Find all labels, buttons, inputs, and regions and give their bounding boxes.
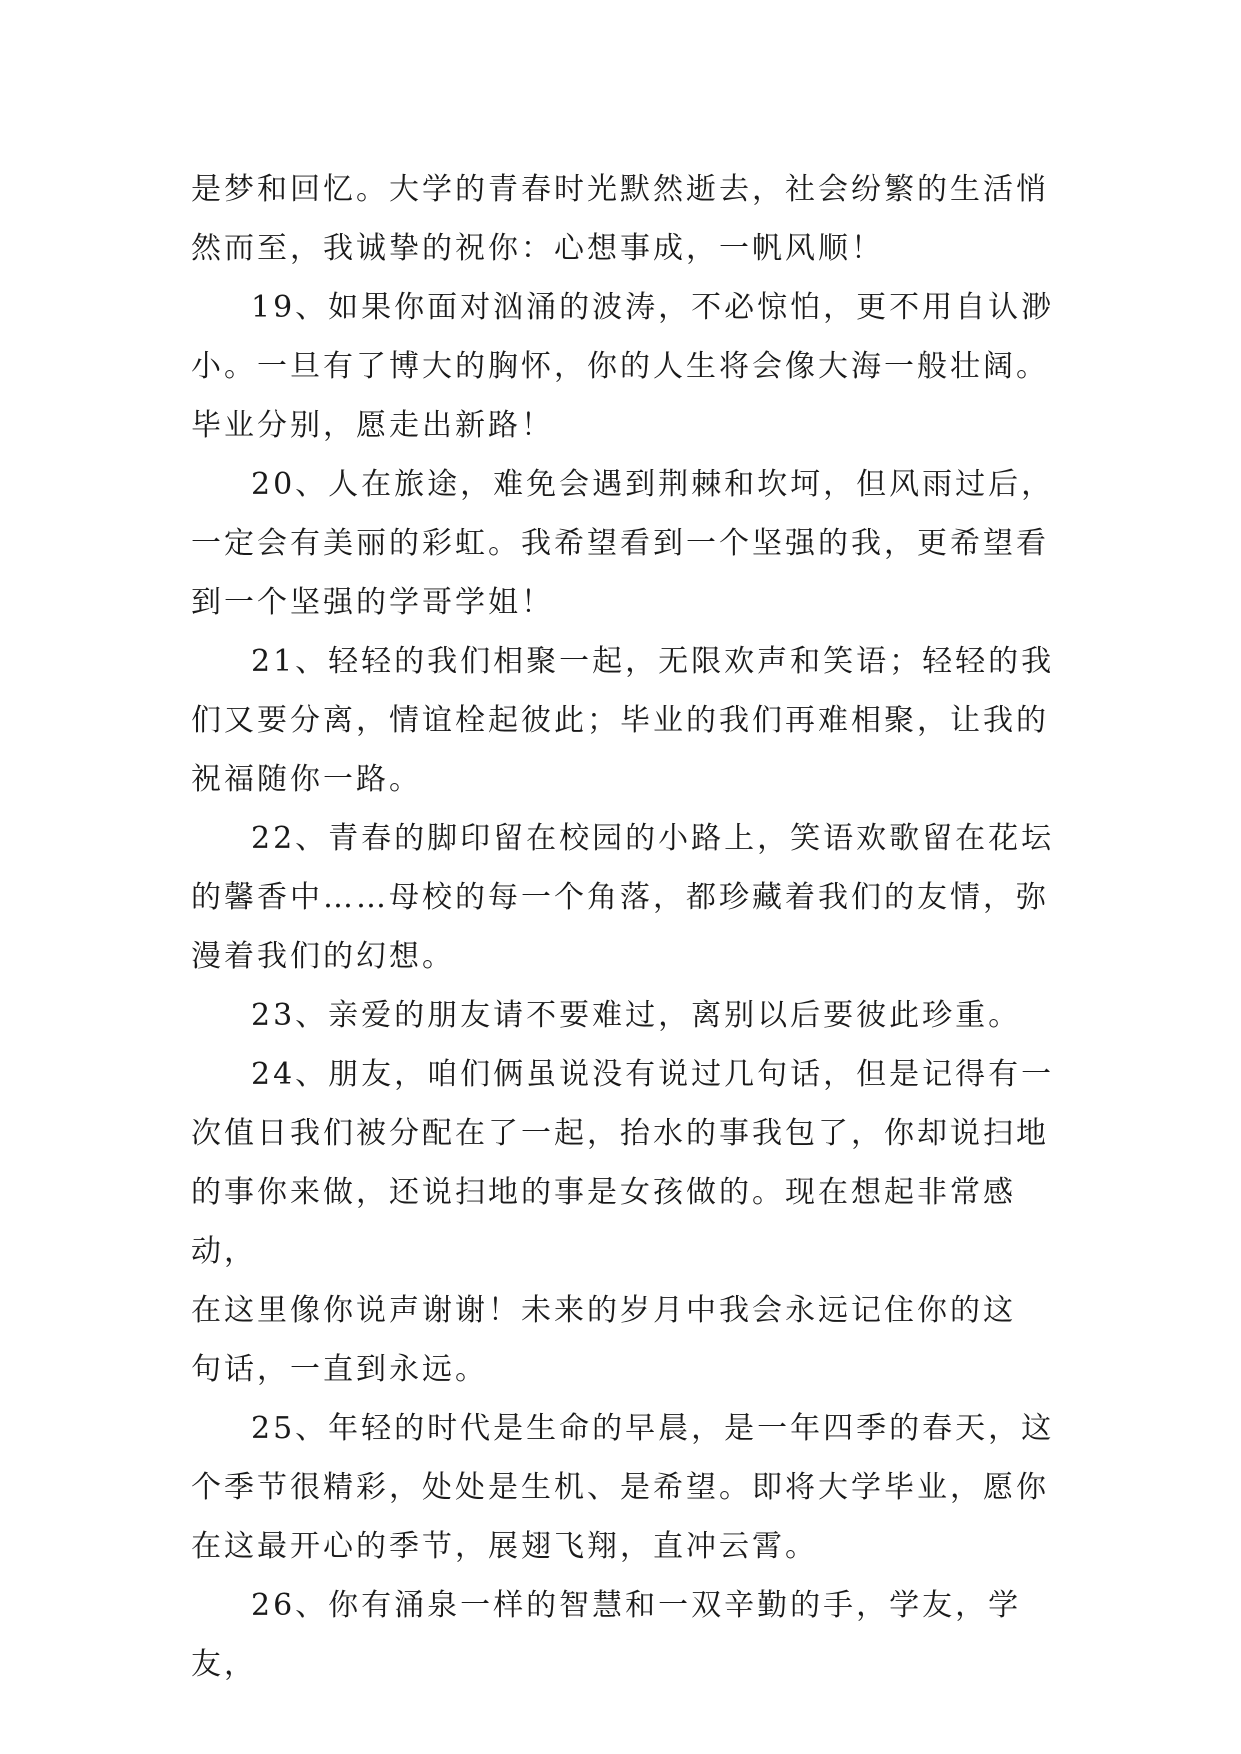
paragraph: 21、轻轻的我们相聚一起，无限欢声和笑语；轻轻的我 们又要分离，情谊栓起彼此；毕业的我们再难相聚，让我的 祝福随你一路。 bbox=[191, 644, 1055, 797]
paragraph: 22、青春的脚印留在校园的小路上，笑语欢歌留在花坛 的馨香中……母校的每一个角落，都珍藏着我们的友情，弥 漫着我们的幻想。 bbox=[191, 821, 1055, 974]
paragraph: 25、年轻的时代是生命的早晨，是一年四季的春天，这 个季节很精彩，处处是生机、是希望。即将大学毕业，愿你 在这最开心的季节，展翅飞翔，直冲云霄。 bbox=[191, 1411, 1055, 1564]
paragraph: 20、人在旅途，难免会遇到荆棘和坎坷，但风雨过后， 一定会有美丽的彩虹。我希望看到一个坚强的我，更希望看 到一个坚强的学哥学姐！ bbox=[191, 467, 1055, 620]
document-body bbox=[191, 160, 1061, 1694]
paragraph: 23、亲爱的朋友请不要难过，离别以后要彼此珍重。 bbox=[251, 998, 1022, 1033]
paragraph: 24、朋友，咱们俩虽说没有说过几句话，但是记得有一 次值日我们被分配在了一起，抬水的事我包了，你却说扫地 的事你来做，还说扫地的事是女孩做的。现在想起非常感动， 在这里像你说声谢谢！未来的岁月中我会永远记住你的这 句话，一直到永远。 bbox=[191, 1057, 1055, 1387]
paragraph: 是梦和回忆。大学的青春时光默然逝去，社会纷繁的生活悄 然而至，我诚挚的祝你：心想事成，一帆风顺！ bbox=[191, 172, 1049, 266]
paragraph: 19、如果你面对汹涌的波涛，不必惊怕，更不用自认渺 小。一旦有了博大的胸怀，你的人生将会像大海一般壮阔。 毕业分别，愿走出新路！ bbox=[191, 290, 1055, 443]
paragraph: 26、你有涌泉一样的智慧和一双辛勤的手，学友，学友， bbox=[191, 1588, 1022, 1682]
